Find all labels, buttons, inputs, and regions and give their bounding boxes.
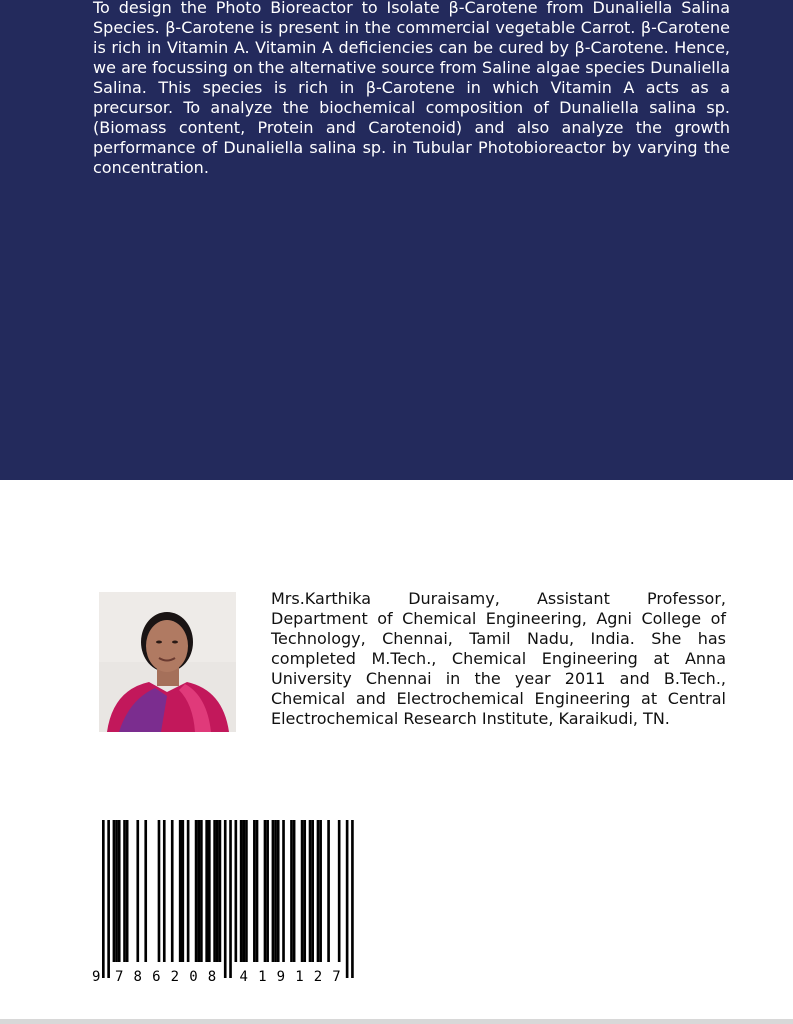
barcode-bar (123, 820, 126, 962)
barcode-digit: 7 (115, 969, 124, 985)
barcode-bar (256, 820, 259, 962)
barcode-bar (327, 820, 330, 962)
barcode-digit: 4 (239, 969, 248, 985)
barcode-bar (245, 820, 248, 962)
barcode-bar (107, 820, 110, 978)
barcode-bar (282, 820, 285, 962)
barcode-bar (264, 820, 267, 962)
barcode-bar (301, 820, 304, 962)
barcode-bar (338, 820, 341, 962)
barcode-bar (219, 820, 222, 962)
barcode-digit: 1 (258, 969, 267, 985)
barcode-digit: 2 (170, 969, 180, 985)
author-bio: Mrs.Karthika Duraisamy, Assistant Professor, Department of Chemical Engineering, Agni College of Technology, Chennai, Tamil Nadu, India. She has completed M.Tech., Chemical Engineering at Anna University Chennai in the year 2011 and B.Tech., Chemical and Electrochemical Engineering at Central Electrochemical Research Institute, Karaikudi, TN. (271, 589, 726, 728)
barcode-digit: 2 (313, 969, 323, 985)
barcode-bar (272, 820, 275, 962)
barcode-digit: 9 (276, 969, 286, 985)
barcode-bar (229, 820, 232, 978)
barcode-bar (293, 820, 296, 962)
barcode-bar (317, 820, 320, 962)
barcode-bar (311, 820, 314, 962)
barcode-bar (224, 820, 227, 978)
author-photo (99, 592, 236, 732)
barcode-bar (102, 820, 105, 978)
barcode-bar (118, 820, 121, 962)
barcode-bar (126, 820, 129, 962)
barcode-bar (240, 820, 243, 962)
barcode-digit: 6 (152, 969, 161, 985)
barcode-bar (200, 820, 203, 962)
barcode-bar (277, 820, 280, 962)
barcode-bar (179, 820, 182, 962)
barcode-bar (266, 820, 269, 962)
isbn-barcode (88, 818, 368, 986)
barcode-bar (235, 820, 238, 962)
barcode-bar (303, 820, 306, 962)
barcode-bar (216, 820, 219, 962)
bottom-border (0, 1019, 793, 1024)
book-description: To design the Photo Bioreactor to Isolate β-Carotene from Dunaliella Salina Species. β-Carotene is present in the commercial vegetable Carrot. β-Carotene is rich in Vitamin A. Vitamin A deficiencies can be cured by β-Carotene. Hence, we are focussing on the alternative source from Saline algae species Dunaliella Salina. This species is rich in β-Carotene in which Vitamin A acts as a precursor. To analyze the biochemical composition of Dunaliella salina sp. (Biomass content, Protein and Carotenoid) and also analyze the growth performance of Dunaliella salina sp. in Tubular Photobioreactor by varying the concentration. (93, 0, 730, 177)
barcode-bar (171, 820, 174, 962)
barcode-bar (208, 820, 211, 962)
barcode-bar (163, 820, 166, 962)
barcode-digit: 8 (207, 969, 217, 985)
barcode-bar (253, 820, 256, 962)
barcode-bar (309, 820, 312, 962)
barcode-bar (144, 820, 147, 962)
barcode-bar (351, 820, 354, 978)
barcode-digit: 7 (332, 969, 341, 985)
barcode-bar (205, 820, 208, 962)
barcode-bar (213, 820, 216, 962)
barcode-bar (187, 820, 190, 962)
barcode-digit: 0 (189, 969, 198, 985)
description-panel (0, 0, 793, 480)
barcode-digit: 1 (295, 969, 304, 985)
barcode-bar (113, 820, 116, 962)
barcode-bar (158, 820, 161, 962)
barcode-bar (195, 820, 198, 962)
barcode-bar (197, 820, 200, 962)
barcode-bar (182, 820, 185, 962)
barcode-digit: 9 (92, 969, 101, 985)
barcode-bar (290, 820, 293, 962)
barcode-bar (115, 820, 118, 962)
barcode-bar (346, 820, 349, 978)
barcode-bar (274, 820, 277, 962)
barcode-bar (242, 820, 245, 962)
barcode-bar (136, 820, 139, 962)
barcode-digit: 8 (133, 969, 142, 985)
barcode-bar (319, 820, 322, 962)
